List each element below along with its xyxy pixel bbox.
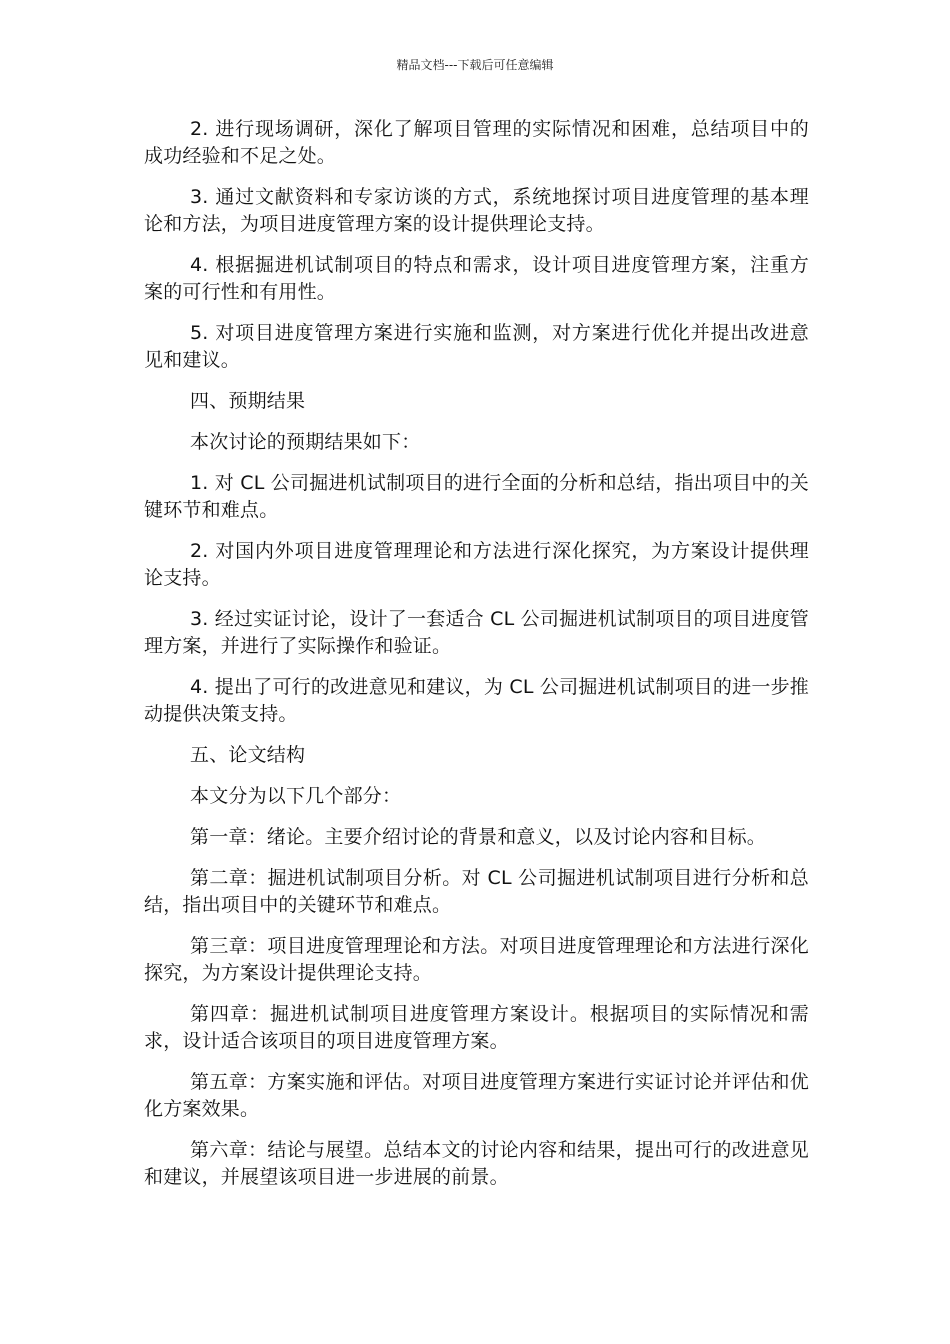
paragraph-results-intro: 本次讨论的预期结果如下：: [190, 431, 421, 453]
paragraph-result-2: 2. 对国内外项目进度管理理论和方法进行深化探究，为方案设计提供理论支持。: [144, 540, 809, 589]
paragraph-step-3: 3. 通过文献资料和专家访谈的方式，系统地探讨项目进度管理的基本理论和方法，为项目进度管理方案的设计提供理论支持。: [144, 186, 809, 235]
body-text: [144, 116, 809, 1205]
paragraph-result-4: 4. 提出了可行的改进意见和建议，为 CL 公司掘进机试制项目的进一步推动提供决策支持。: [144, 676, 809, 725]
paragraph-result-3: 3. 经过实证讨论，设计了一套适合 CL 公司掘进机试制项目的项目进度管理方案，并进行了实际操作和验证。: [144, 608, 809, 657]
paragraph-result-1: 1. 对 CL 公司掘进机试制项目的进行全面的分析和总结，指出项目中的关键环节和难点。: [144, 472, 809, 521]
paragraph-chapter-6: 第六章：结论与展望。总结本文的讨论内容和结果，提出可行的改进意见和建议，并展望该项目进一步进展的前景。: [144, 1139, 809, 1188]
section-heading-paper-structure: 五、论文结构: [190, 744, 306, 766]
paragraph-step-5: 5. 对项目进度管理方案进行实施和监测，对方案进行优化并提出改进意见和建议。: [144, 322, 809, 371]
paragraph-step-4: 4. 根据掘进机试制项目的特点和需求，设计项目进度管理方案，注重方案的可行性和有用性。: [144, 254, 809, 303]
paragraph-structure-intro: 本文分为以下几个部分：: [190, 785, 402, 807]
paragraph-chapter-4: 第四章：掘进机试制项目进度管理方案设计。根据项目的实际情况和需求，设计适合该项目的项目进度管理方案。: [144, 1003, 809, 1052]
paragraph-chapter-1: 第一章：绪论。主要介绍讨论的背景和意义，以及讨论内容和目标。: [190, 826, 767, 848]
section-heading-expected-results: 四、预期结果: [190, 390, 306, 412]
paragraph-chapter-5: 第五章：方案实施和评估。对项目进度管理方案进行实证讨论并评估和优化方案效果。: [144, 1071, 809, 1120]
paragraph-step-2: 2. 进行现场调研，深化了解项目管理的实际情况和困难，总结项目中的成功经验和不足之处。: [144, 118, 809, 167]
page-header: 精品文档---下载后可任意编辑: [396, 58, 554, 72]
paragraph-chapter-3: 第三章：项目进度管理理论和方法。对项目进度管理理论和方法进行深化探究，为方案设计提供理论支持。: [144, 935, 809, 984]
paragraph-chapter-2: 第二章：掘进机试制项目分析。对 CL 公司掘进机试制项目进行分析和总结，指出项目中的关键环节和难点。: [144, 867, 809, 916]
